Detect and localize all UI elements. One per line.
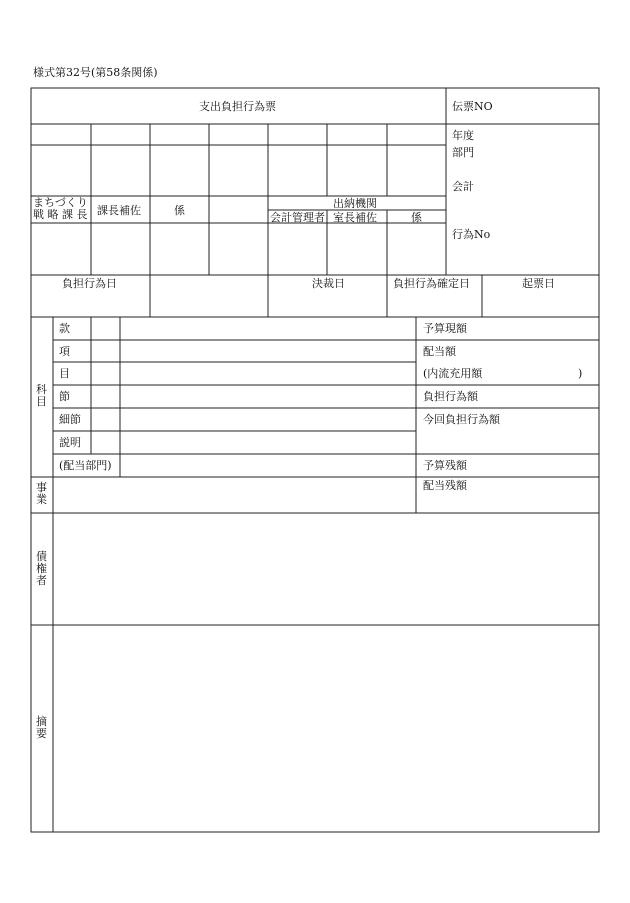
kessai-bi-label: 決裁日 xyxy=(312,277,345,290)
yosan-gengaku-label: 予算現額 xyxy=(423,322,467,335)
kaikei-kanrisha-label: 会計管理者 xyxy=(270,211,325,224)
bumon-label: 部門 xyxy=(452,146,474,159)
haitou-bumon-label: (配当部門) xyxy=(59,459,112,472)
shitsucho-hosa-label: 室長補佐 xyxy=(333,211,377,224)
futan-koui-gaku-label: 負担行為額 xyxy=(423,390,478,403)
saikensha-label: 債権者 xyxy=(36,550,47,587)
form-number: 様式第32号(第58条関係) xyxy=(33,66,158,79)
jigyo-label: 事業 xyxy=(36,481,47,506)
suitou-kikan-label: 出納機関 xyxy=(333,197,377,210)
kamoku-row-kou: 項 xyxy=(59,345,70,358)
haitou-zangaku-label: 配当残額 xyxy=(423,479,467,492)
form-title: 支出負担行為票 xyxy=(199,100,276,113)
kakari-label: 係 xyxy=(174,204,185,217)
kamoku-label: 科目 xyxy=(36,383,47,408)
kaikei-label: 会計 xyxy=(452,180,474,193)
nairyu-label: (内流充用額 xyxy=(423,367,483,380)
nairyu-close: ) xyxy=(578,367,583,380)
denpyo-no-label: 伝票NO xyxy=(452,100,493,113)
machizukuri-kacho-label: まちづくり 戦 略 課 長 xyxy=(33,196,88,221)
futan-koui-bi-label: 負担行為日 xyxy=(62,277,117,290)
kakari2-label: 係 xyxy=(411,211,422,224)
kamoku-row-saisetsu: 細節 xyxy=(59,413,81,426)
koui-no-label: 行為No xyxy=(452,228,491,241)
kihyo-bi-label: 起票日 xyxy=(522,277,555,290)
kamoku-row-kan: 款 xyxy=(59,322,70,335)
konkai-futan-koui-gaku-label: 今回負担行為額 xyxy=(423,413,500,426)
kamoku-row-setsumei: 説明 xyxy=(59,436,81,449)
tekiyo-label: 摘要 xyxy=(36,715,47,740)
kamoku-row-setsu: 節 xyxy=(59,390,70,403)
yosan-zangaku-label: 予算残額 xyxy=(423,459,467,472)
kacho-hosa-label: 課長補佐 xyxy=(97,204,141,217)
kamoku-row-moku: 目 xyxy=(59,367,70,380)
futan-koui-kakutei-bi-label: 負担行為確定日 xyxy=(393,277,470,290)
haitou-gaku-label: 配当額 xyxy=(423,345,456,358)
nendo-label: 年度 xyxy=(452,129,474,142)
